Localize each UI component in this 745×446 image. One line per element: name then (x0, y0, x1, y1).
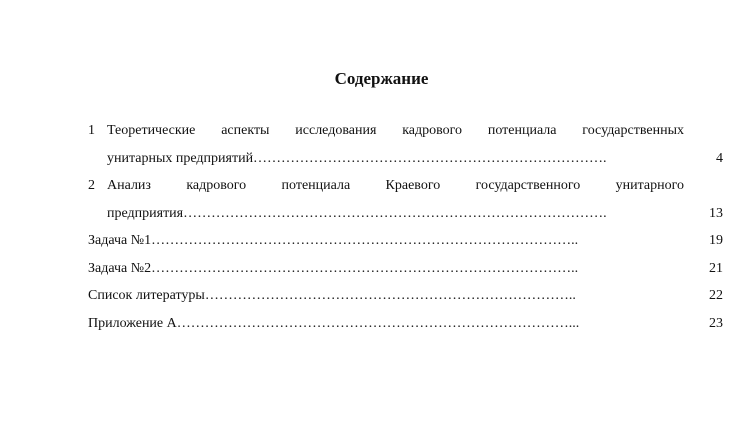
toc-entry-number: 1 (88, 123, 95, 138)
toc-page-number: 13 (709, 205, 723, 221)
toc-entry-references[interactable] (88, 285, 723, 313)
toc-entry-title: Список литературы…………………………………………………………………….. (88, 288, 576, 303)
toc-entry-title-continuation: унитарных предприятий…………………………………………………………………. (107, 150, 607, 166)
toc-entry-1-line-1[interactable] (88, 120, 723, 148)
toc-page-number: 21 (709, 260, 723, 276)
toc-entry-appendix-a[interactable] (88, 313, 723, 341)
page-title: Содержание (334, 69, 429, 88)
toc-entry-1-line-2[interactable] (88, 148, 723, 176)
toc-entry-task-2[interactable] (88, 258, 723, 286)
toc-page-number: 19 (709, 233, 723, 248)
toc-entry-title: Приложение А…………………………………………………………………………... (88, 315, 580, 331)
toc-entry-title: Задача №2……………………………………………………………………………….. (88, 260, 579, 276)
toc-page-number: 23 (709, 315, 723, 331)
toc-entry-title: Теоретические аспекты исследования кадрового потенциала государственных (107, 123, 684, 138)
toc-entry-title: Задача №1……………………………………………………………………………….. (88, 233, 579, 248)
toc-page-number: 4 (716, 150, 723, 166)
toc-entry-title-continuation: предприятия………………………………………………………………………………. (107, 205, 607, 221)
toc-page-number: 22 (709, 288, 723, 303)
toc-entry-number: 2 (88, 178, 95, 193)
toc-entry-2-line-1[interactable] (88, 175, 723, 203)
table-of-contents (88, 120, 723, 340)
toc-entry-title: Анализ кадрового потенциала Краевого государственного унитарного (107, 178, 684, 193)
toc-entry-2-line-2[interactable] (88, 203, 723, 231)
toc-entry-task-1[interactable] (88, 230, 723, 258)
